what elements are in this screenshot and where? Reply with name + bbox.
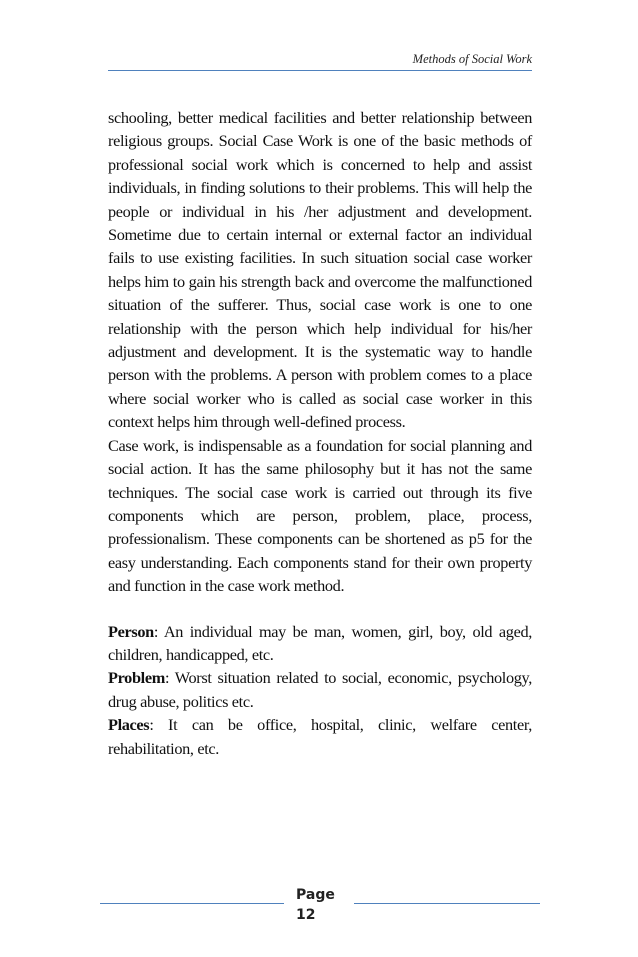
definition-places-text: : It can be office, hospital, clinic, welfare center, rehabilitation, etc. [108,715,532,758]
definition-problem-text: : Worst situation related to social, economic, psychology, drug abuse, politics etc. [108,668,532,711]
definition-person [108,620,532,667]
term-person: Person [108,621,154,641]
running-header [108,50,532,71]
term-problem: Problem [108,668,165,688]
header-title: Methods of Social Work [412,52,532,66]
page-number-value: 12 [296,907,316,923]
page-body [108,106,532,760]
body-paragraph-1: schooling, better medical facilities and better relationship between religious groups. Social Case Work is one of the basic methods of professional social work which is concerned to help and assist individuals, in finding solutions to their problems. This will help the people or individual in his /her adjustment and development. Sometime due to certain internal or external factor an individual fails to use existing facilities. In such situation social case worker helps him to gain his strength back and overcome the malfunctioned situation of the sufferer. Thus, social case work is one to one relationship with the person which help individual for his/her adjustment and development. It is the systematic way to handle person with the problems. A person with problem comes to a place where social worker who is called as social case worker in this context helps him through well-defined process. [108,108,532,432]
component-definitions [108,620,532,760]
body-paragraph-2: Case work, is indispensable as a foundation for social planning and social action. It has the same philosophy but it has not the same techniques. The social case work is carried out through its five components which are person, problem, place, process, professionalism. These components can be shortened as p5 for the easy understanding. Each components stand for their own property and function in the case work method. [108,435,532,596]
term-places: Places [108,715,150,735]
page-number [296,885,335,925]
definition-problem [108,666,532,713]
page-footer [100,883,540,943]
footer-rule-right [354,903,540,904]
definition-person-text: : An individual may be man, women, girl, boy, old aged, children, handicapped, etc. [108,621,532,664]
definition-places [108,713,532,760]
page-label: Page [296,887,335,903]
footer-rule-left [100,903,284,904]
